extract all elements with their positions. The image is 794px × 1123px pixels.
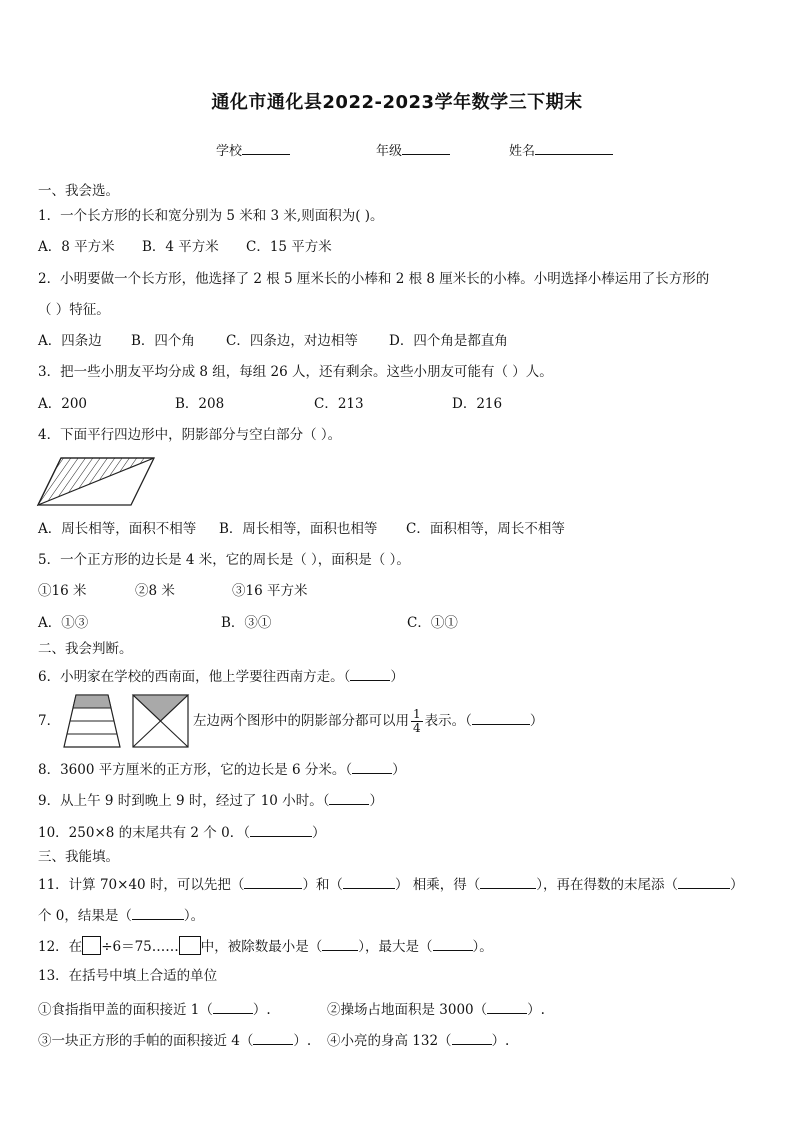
unit-item-text: ③一块正方形的手帕的面积接近 4（ <box>38 1033 254 1049</box>
grade-blank[interactable] <box>402 140 450 155</box>
answer-blank[interactable] <box>487 999 527 1014</box>
question-stem-cont: （ ）特征。 <box>38 302 110 318</box>
option-c: C．213 <box>314 396 364 412</box>
answer-blank[interactable] <box>678 874 730 889</box>
page-title: 通化市通化县2022-2023学年数学三下期末 <box>211 92 583 113</box>
unit-item-3 <box>38 1030 311 1050</box>
answer-blank[interactable] <box>250 822 312 837</box>
answer-blank[interactable] <box>132 905 184 920</box>
answer-blank[interactable] <box>343 874 395 889</box>
question-stem: 1．一个长方形的长和宽分别为 5 米和 3 米,则面积为( )。 <box>38 208 384 224</box>
trapezoid-shaded-band <box>73 695 111 708</box>
option-c: C．15 平方米 <box>246 239 332 255</box>
section-heading: 三、我能填。 <box>38 849 119 865</box>
section-heading: 二、我会判断。 <box>38 641 133 657</box>
answer-blank[interactable] <box>213 999 253 1014</box>
q7-figures <box>62 693 190 749</box>
answer-blank[interactable] <box>322 936 358 951</box>
dividend-box[interactable] <box>82 936 101 955</box>
sub-option-2: ②8 米 <box>135 583 175 599</box>
option-d: D．四个角是都直角 <box>389 333 508 349</box>
parallelogram-figure <box>36 455 158 509</box>
remainder-box[interactable] <box>179 936 201 955</box>
question-stem: 10．250×8 的末尾共有 2 个 0．（ <box>38 825 250 841</box>
option-a: A．四条边 <box>38 333 102 349</box>
answer-blank[interactable] <box>472 710 530 725</box>
q12-part: ）。 <box>472 939 493 955</box>
sub-option-3: ③16 平方米 <box>232 583 308 599</box>
q7-text <box>193 704 543 738</box>
judge-question-9 <box>38 790 383 810</box>
q11-part: 个 0，结果是（ <box>38 908 132 924</box>
school-field <box>216 140 290 159</box>
q11-part: ），再在得数的末尾添（ <box>536 877 678 893</box>
q11-part: ） <box>729 877 744 893</box>
option-b: B．周长相等，面积也相等 <box>219 521 378 537</box>
q12-part: ÷6＝75…… <box>101 939 179 955</box>
question-stem: 2．小明要做一个长方形，他选择了 2 根 5 厘米长的小棒和 2 根 8 厘米长的小棒。小明选择小棒运用了长方形的 <box>38 271 710 287</box>
q11-part: ） 相乘，得（ <box>394 877 481 893</box>
question-stem: 6．小明家在学校的西南面，他上学要往西南方走。（ <box>38 669 351 685</box>
grade-label: 年级 <box>376 144 403 159</box>
unit-item-1 <box>38 999 271 1019</box>
unit-item-text: ④小亮的身高 132（ <box>327 1033 452 1049</box>
paren-close: ）. <box>252 1002 271 1018</box>
paren-close: ） <box>392 762 406 778</box>
option-c: C．面积相等，周长不相等 <box>406 521 565 537</box>
answer-blank[interactable] <box>329 790 369 805</box>
name-field <box>509 140 613 159</box>
section-heading: 一、我会选。 <box>38 183 119 199</box>
unit-item-4 <box>327 1030 509 1050</box>
option-a: A．8 平方米 <box>38 239 115 255</box>
q12-part: ），最大是（ <box>358 939 433 955</box>
question-number: 7． <box>38 713 61 729</box>
fill-question-12 <box>38 936 493 956</box>
q12-part: 中，被除数最小是（ <box>200 939 323 955</box>
grade-field <box>376 140 450 159</box>
option-d: D．216 <box>452 396 503 412</box>
judge-question-10 <box>38 822 325 842</box>
paren-close: ）. <box>491 1033 510 1049</box>
question-stem: 5．一个正方形的边长是 4 米，它的周长是（ ），面积是（ ）。 <box>38 552 410 568</box>
fill-question-11-cont <box>38 905 204 925</box>
answer-blank[interactable] <box>480 874 536 889</box>
option-b: B．208 <box>175 396 225 412</box>
paren-close: ）. <box>293 1033 312 1049</box>
name-blank[interactable] <box>535 140 613 155</box>
fraction-one-quarter <box>411 708 423 735</box>
answer-blank[interactable] <box>352 759 392 774</box>
school-label: 学校 <box>216 144 243 159</box>
option-c: C．四条边，对边相等 <box>226 333 358 349</box>
option-b: B．四个角 <box>131 333 195 349</box>
paren-close: ） <box>390 669 404 685</box>
answer-blank[interactable] <box>350 666 390 681</box>
school-blank[interactable] <box>242 140 290 155</box>
unit-item-2 <box>327 999 545 1019</box>
judge-question-8 <box>38 759 406 779</box>
paren-close: ） <box>529 713 544 729</box>
q12-part: 12．在 <box>38 939 83 955</box>
unit-item-text: ①食指指甲盖的面积接近 1（ <box>38 1002 213 1018</box>
question-stem: 3．把一些小朋友平均分成 8 组，每组 26 人，还有剩余。这些小朋友可能有（ ）人。 <box>38 364 553 380</box>
answer-blank[interactable] <box>244 874 302 889</box>
paren-close: ） <box>369 793 383 809</box>
judge-question-6 <box>38 666 404 686</box>
fraction-numerator: 1 <box>413 707 421 721</box>
answer-blank[interactable] <box>253 1030 293 1045</box>
paren-close: ） <box>311 825 326 841</box>
q7-text-after: 表示。（ <box>424 713 472 729</box>
q11-part: 11．计算 70×40 时，可以先把（ <box>38 877 245 893</box>
question-stem: 9．从上午 9 时到晚上 9 时，经过了 10 小时。（ <box>38 793 330 809</box>
option-c: C．①① <box>407 615 458 631</box>
option-a: A．周长相等，面积不相等 <box>38 521 197 537</box>
option-b: B．4 平方米 <box>142 239 219 255</box>
option-a: A．①③ <box>38 615 89 631</box>
unit-item-text: ②操场占地面积是 3000（ <box>327 1002 488 1018</box>
sub-option-1: ①16 米 <box>38 583 87 599</box>
name-label: 姓名 <box>509 144 536 159</box>
option-a: A．200 <box>38 396 88 412</box>
q7-text-before: 左边两个图形中的阴影部分都可以用 <box>193 713 409 729</box>
question-stem: 8．3600 平方厘米的正方形，它的边长是 6 分米。（ <box>38 762 353 778</box>
q11-part: ）。 <box>183 908 205 924</box>
fill-question-11 <box>38 874 743 894</box>
q11-part: ）和（ <box>302 877 343 893</box>
option-b: B．③① <box>221 615 272 631</box>
paren-close: ）. <box>527 1002 545 1018</box>
answer-blank[interactable] <box>433 936 473 951</box>
question-stem: 4．下面平行四边形中，阴影部分与空白部分（ ）。 <box>38 427 342 443</box>
question-stem: 13．在括号中填上合适的单位 <box>38 968 218 984</box>
answer-blank[interactable] <box>452 1030 492 1045</box>
fraction-denominator: 4 <box>413 721 421 735</box>
